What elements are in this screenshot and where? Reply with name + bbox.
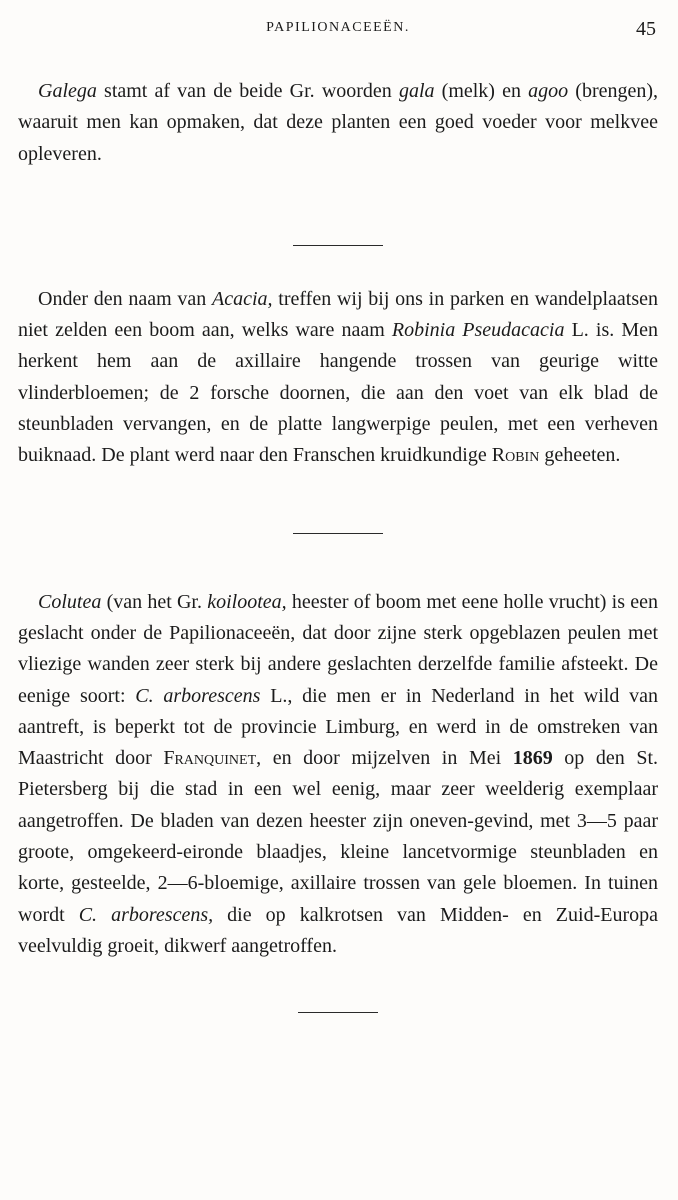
text-span: treffen wij bij ons in parken en wandelplaatsen niet zelden een boom aan, welks ware naam: [18, 287, 658, 342]
name-franquinet: Franquinet,: [163, 747, 262, 770]
section-divider: [293, 533, 383, 534]
text-span: Onder den naam van: [38, 287, 213, 310]
text-span: (van het Gr.: [101, 590, 208, 613]
term-galega: Galega: [38, 80, 97, 102]
text-span: L. is. Men herkent hem aan de axillaire hangende trossen van geurige witte vlinderbloemen; de 2 forsche doornen, die aan den voet van elk blad de steunbladen vervangen, en de platte langwerpige peulen, met een verheven buiknaad. De plant werd naar den Franschen kruidkundige: [18, 319, 658, 467]
text-span: (brengen), waaruit men kan opmaken, dat deze planten een goed voeder voor melkvee opleveren.: [18, 80, 659, 165]
term-c-arborescens: C. arborescens: [135, 684, 261, 707]
running-title: PAPILIONACEEËN.: [266, 20, 410, 35]
term-koilootea: koilootea,: [207, 590, 287, 613]
text-span: en door mijzelven in Mei: [261, 747, 513, 770]
section-divider: [298, 1012, 378, 1013]
paragraph-robinia: [18, 284, 658, 472]
section-divider: [293, 245, 383, 246]
page-number: 45: [636, 18, 656, 40]
text-span: L., die men er in Nederland in het wild van aantreft, is beperkt tot de provincie Limburg, en werd in de omstreken van Maastricht door: [18, 684, 658, 770]
paragraph-galega: [18, 76, 658, 170]
term-agoo: agoo: [528, 80, 569, 102]
term-colutea: Colutea: [38, 590, 102, 613]
running-header: [18, 18, 658, 54]
term-robinia-pseudacacia: Robinia Pseudacacia: [391, 319, 565, 342]
text-span: geheeten.: [539, 444, 621, 467]
year-1869: 1869: [512, 747, 553, 770]
text-span: stamt af van de beide Gr. woorden: [96, 80, 399, 102]
name-robin: Robin: [491, 444, 540, 467]
paragraph-colutea: [18, 587, 658, 963]
text-span: die op kalkrotsen van Midden- en Zuid-Europa veelvuldig groeit, dikwerf aangetroffen.: [18, 903, 658, 957]
term-c-arborescens: C. arborescens,: [78, 903, 214, 926]
term-gala: gala: [398, 80, 435, 102]
text-span: (melk) en: [434, 80, 529, 102]
term-acacia: Acacia,: [212, 287, 273, 310]
text-span: op den St. Pietersberg bij die stad in een wel eenig, maar zeer weelderig exemplaar aangetroffen. De bladen van dezen heester zijn oneven-gevind, met 3—5 paar groote, omgekeerd-eironde blaadjes, kleine lancetvormige steunbladen en korte, gesteelde, 2—6-bloemige, axillaire trossen van gele bloemen. In tuinen wordt: [18, 747, 659, 926]
text-span: heester of boom met eene holle vrucht) is een geslacht onder de Papilionaceeën, dat door zijne sterk opgeblazen peulen met vliezige wanden zeer sterk bij andere geslachten derzelfde familie afsteekt. De eenige soort:: [18, 590, 658, 707]
